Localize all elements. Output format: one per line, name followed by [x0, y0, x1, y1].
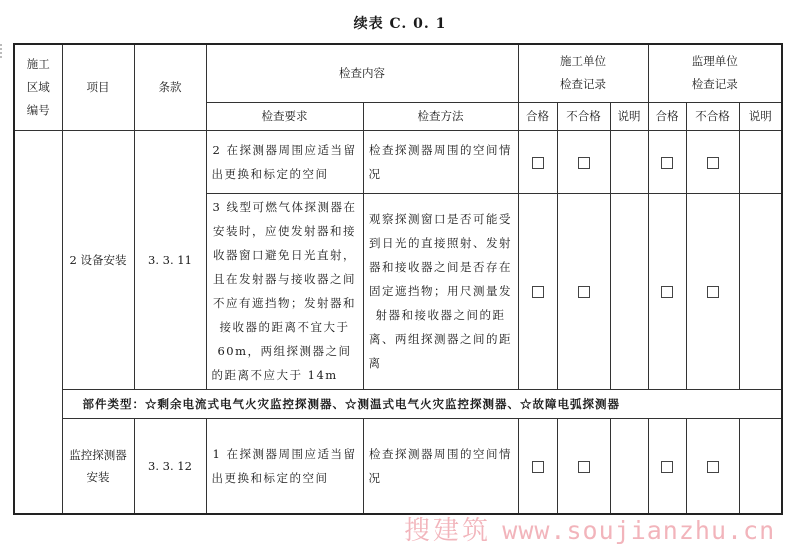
construction-pass-checkbox[interactable]	[532, 461, 544, 473]
construction-pass-cell	[518, 418, 557, 514]
header-construction-unit: 施工单位 检查记录	[518, 44, 648, 102]
margin-mark	[0, 44, 6, 58]
supervision-pass-cell	[648, 193, 686, 389]
inspection-table	[13, 43, 783, 515]
construction-pass-cell	[518, 193, 557, 389]
construction-fail-cell	[557, 193, 610, 389]
construction-fail-cell	[557, 418, 610, 514]
supervision-fail-checkbox[interactable]	[707, 461, 719, 473]
construction-fail-checkbox[interactable]	[578, 286, 590, 298]
construction-fail-cell	[557, 130, 610, 193]
supervision-pass-cell	[648, 130, 686, 193]
supervision-note-cell[interactable]	[739, 130, 782, 193]
component-type-text: 部件类型：☆剩余电流式电气火灾监控探测器、☆测温式电气火灾监控探测器、☆故障电弧探测器	[62, 389, 782, 418]
table-row	[14, 418, 782, 514]
construction-pass-checkbox[interactable]	[532, 157, 544, 169]
construction-note-cell[interactable]	[610, 193, 648, 389]
method-cell: 观察探测窗口是否可能受到日光的直接照射、发射器和接收器之间是否存在固定遮挡物；用尺测量发射器和接收器之间的距离、两组探测器之间的距离	[363, 193, 518, 389]
header-construction-note: 说明	[610, 102, 648, 130]
header-area-code: 施工 区域 编号	[14, 44, 62, 130]
watermark-cn: 搜建筑	[404, 516, 492, 546]
construction-note-cell[interactable]	[610, 130, 648, 193]
supervision-pass-cell	[648, 418, 686, 514]
item-cell: 监控探测器安装	[62, 418, 134, 514]
requirement-cell: 3 线型可燃气体探测器在安装时，应使发射器和接收器窗口避免日光直射，且在发射器与接收器之间不应有遮挡物；发射器和接收器的距离不宜大于 60m，两组探测器之间的距离不应大于 14m	[206, 193, 363, 389]
header-clause: 条款	[134, 44, 206, 130]
construction-pass-cell	[518, 130, 557, 193]
header-item: 项目	[62, 44, 134, 130]
supervision-fail-cell	[686, 418, 739, 514]
clause-cell: 3. 3. 11	[134, 130, 206, 389]
construction-fail-checkbox[interactable]	[578, 157, 590, 169]
supervision-pass-checkbox[interactable]	[661, 286, 673, 298]
header-construction-fail: 不合格	[557, 102, 610, 130]
requirement-cell: 2 在探测器周围应适当留出更换和标定的空间	[206, 130, 363, 193]
watermark	[404, 510, 775, 547]
watermark-url: www.soujianzhu.cn	[502, 516, 776, 545]
construction-note-cell[interactable]	[610, 418, 648, 514]
clause-cell: 3. 3. 12	[134, 418, 206, 514]
header-supervision-pass: 合格	[648, 102, 686, 130]
item-cell: 2 设备安装	[62, 130, 134, 389]
method-cell: 检查探测器周围的空间情况	[363, 130, 518, 193]
supervision-note-cell[interactable]	[739, 418, 782, 514]
table-title: 续表 C. 0. 1	[353, 16, 447, 32]
header-supervision-fail: 不合格	[686, 102, 739, 130]
area-code-cell	[14, 130, 62, 514]
header-row-1	[14, 44, 782, 102]
header-construction-pass: 合格	[518, 102, 557, 130]
header-inspection-content: 检查内容	[206, 44, 518, 102]
table-row	[14, 130, 782, 193]
construction-pass-checkbox[interactable]	[532, 286, 544, 298]
construction-fail-checkbox[interactable]	[578, 461, 590, 473]
supervision-note-cell[interactable]	[739, 193, 782, 389]
supervision-pass-checkbox[interactable]	[661, 461, 673, 473]
requirement-cell: 1 在探测器周围应适当留出更换和标定的空间	[206, 418, 363, 514]
supervision-pass-checkbox[interactable]	[661, 157, 673, 169]
header-requirement: 检查要求	[206, 102, 363, 130]
header-supervision-unit: 监理单位 检查记录	[648, 44, 782, 102]
header-supervision-note: 说明	[739, 102, 782, 130]
supervision-fail-cell	[686, 193, 739, 389]
supervision-fail-cell	[686, 130, 739, 193]
header-method: 检查方法	[363, 102, 518, 130]
component-type-row	[14, 389, 782, 418]
supervision-fail-checkbox[interactable]	[707, 286, 719, 298]
supervision-fail-checkbox[interactable]	[707, 157, 719, 169]
method-cell: 检查探测器周围的空间情况	[363, 418, 518, 514]
